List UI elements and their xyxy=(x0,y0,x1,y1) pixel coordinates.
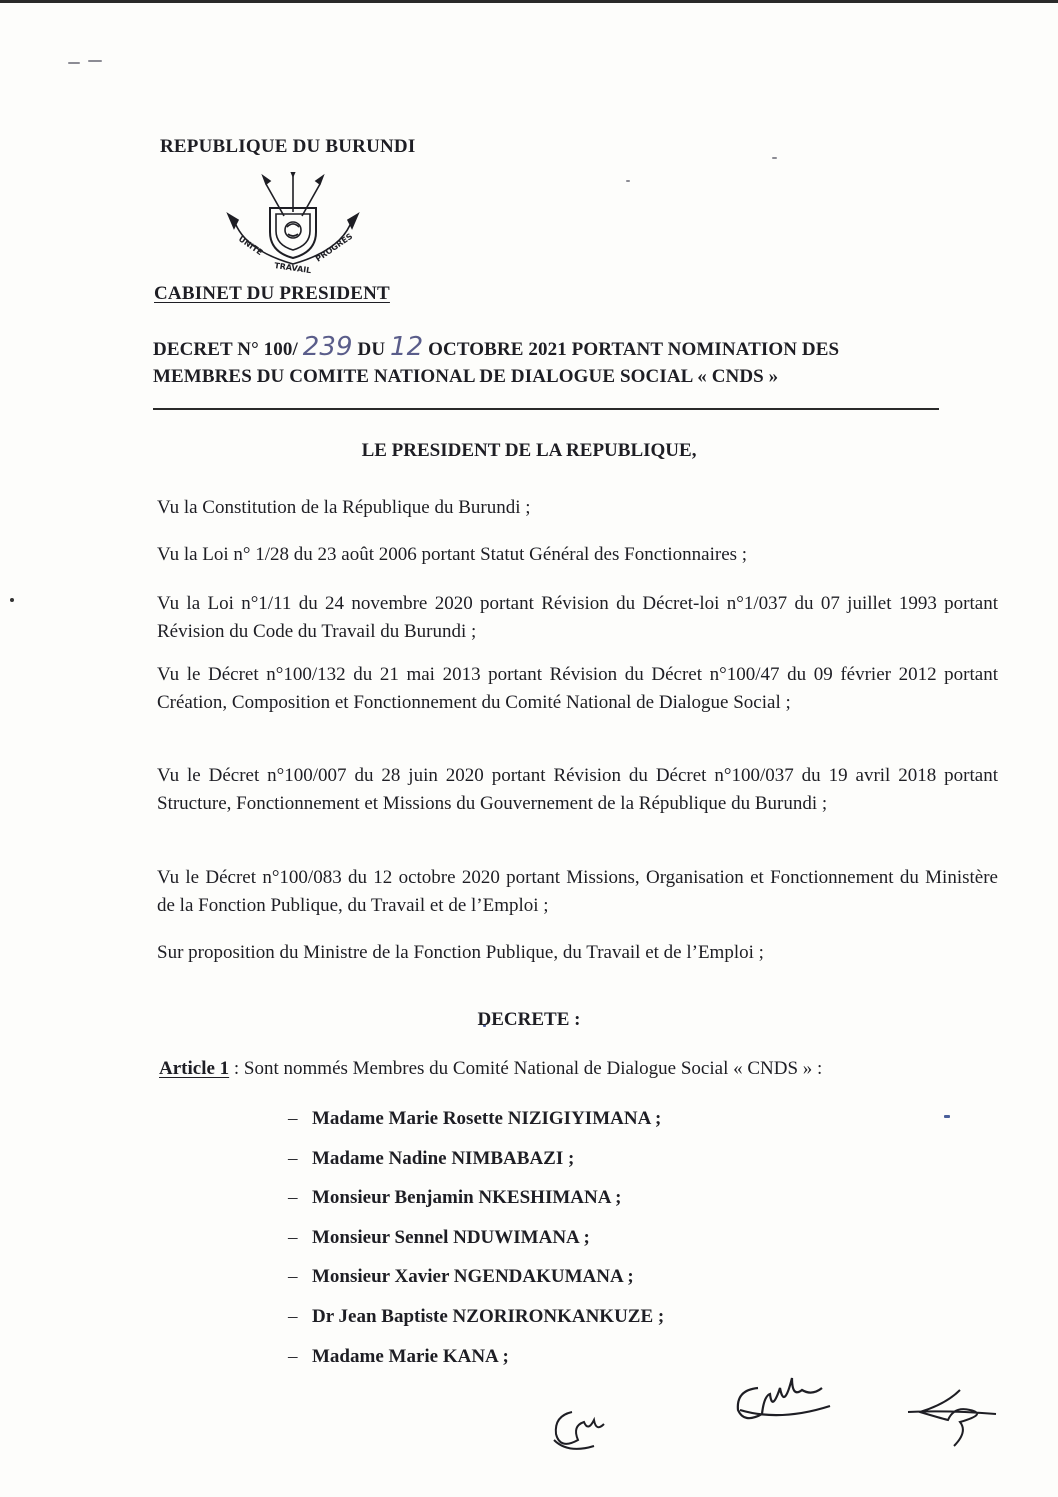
member-name: Monsieur Benjamin NKESHIMANA ; xyxy=(312,1187,622,1209)
list-dash: – xyxy=(288,1305,298,1327)
motto-word: PROGRES xyxy=(313,231,355,264)
consideration-paragraph: Vu la Constitution de la République du Burundi ; xyxy=(157,497,531,518)
list-item xyxy=(288,1266,664,1306)
decree-title xyxy=(153,334,1013,390)
article-1 xyxy=(159,1058,822,1080)
consideration-paragraph: Vu la Loi n°1/11 du 24 novembre 2020 portant Révision du Décret-loi n°1/037 du 07 juillet 1993 portant Révision du Code du Travail du Burundi ; xyxy=(157,593,998,642)
member-name: Madame Nadine NIMBABAZI ; xyxy=(312,1147,575,1169)
consideration-paragraph: Sur proposition du Ministre de la Fonction Publique, du Travail et de l’Emploi ; xyxy=(157,942,764,963)
cabinet-heading: CABINET DU PRESIDENT xyxy=(154,283,390,304)
president-heading: LE PRESIDENT DE LA REPUBLIQUE, xyxy=(361,440,697,461)
decree-du: DU xyxy=(357,339,386,360)
motto-word: TRAVAIL xyxy=(273,261,312,276)
scan-speck xyxy=(944,1115,950,1118)
article-1-text: : Sont nommés Membres du Comité National de Dialogue Social « CNDS » : xyxy=(229,1058,823,1079)
consideration-paragraph: Vu la Loi n° 1/28 du 23 août 2006 portant Statut Général des Fonctionnaires ; xyxy=(157,544,748,565)
decree-prefix: DECRET N° 100/ xyxy=(153,339,298,360)
list-dash: – xyxy=(288,1226,298,1248)
list-item xyxy=(288,1108,664,1148)
consideration-paragraph: Vu le Décret n°100/007 du 28 juin 2020 portant Révision du Décret n°100/037 du 19 avril 2018 portant Structure, Fonctionnement et Missions du Gouvernement de la République du Burundi ; xyxy=(157,765,998,814)
list-dash: – xyxy=(288,1187,298,1209)
members-list xyxy=(288,1108,664,1385)
consideration-paragraph: Vu le Décret n°100/132 du 21 mai 2013 portant Révision du Décret n°100/47 du 09 février 2012 portant Création, Composition et Fonctionnement du Comité National de Dialogue Social ; xyxy=(157,664,998,713)
member-name: Dr Jean Baptiste NZORIRONKANKUZE ; xyxy=(312,1305,665,1327)
list-dash: – xyxy=(288,1266,298,1288)
list-dash: – xyxy=(288,1108,298,1129)
scan-speck xyxy=(10,598,14,602)
decree-title-rest: OCTOBRE 2021 PORTANT NOMINATION DES xyxy=(423,339,840,360)
list-item xyxy=(288,1306,664,1346)
motto-word: UNITE xyxy=(236,234,265,258)
consideration-paragraph: Vu le Décret n°100/083 du 12 octobre 2020 portant Missions, Organisation et Fonctionnement du Ministère de la Fonction Publique, du Travail et de l’Emploi ; xyxy=(157,867,998,916)
signature-2-icon xyxy=(732,1374,836,1439)
decree-day-handwritten: 12 xyxy=(390,332,424,362)
decree-number-handwritten: 239 xyxy=(302,332,353,362)
scan-speck xyxy=(88,60,102,62)
title-divider xyxy=(153,408,939,410)
article-1-label: Article 1 xyxy=(159,1058,230,1079)
member-name: Monsieur Xavier NGENDAKUMANA ; xyxy=(312,1266,634,1288)
list-dash: – xyxy=(288,1147,298,1169)
member-name: Madame Marie Rosette NIZIGIYIMANA ; xyxy=(312,1108,662,1129)
scan-speck xyxy=(626,180,630,182)
signature-1-icon xyxy=(544,1400,624,1469)
republic-heading: REPUBLIQUE DU BURUNDI xyxy=(160,136,416,157)
page-top-border xyxy=(0,0,1058,3)
scan-speck xyxy=(68,62,80,64)
decree-title-line2: MEMBRES DU COMITE NATIONAL DE DIALOGUE SOCIAL « CNDS » xyxy=(153,366,779,387)
list-item xyxy=(288,1187,664,1227)
scan-speck xyxy=(772,157,777,159)
member-name: Monsieur Sennel NDUWIMANA ; xyxy=(312,1226,590,1248)
member-name: Madame Marie KANA ; xyxy=(312,1345,509,1367)
signature-3-icon xyxy=(904,1384,1000,1453)
list-item xyxy=(288,1227,664,1267)
list-dash: – xyxy=(288,1345,298,1367)
list-item xyxy=(288,1148,664,1188)
decrete-heading: DECRETE : xyxy=(477,1009,581,1030)
list-item xyxy=(288,1346,664,1386)
burundi-coat-of-arms-icon xyxy=(226,172,360,280)
